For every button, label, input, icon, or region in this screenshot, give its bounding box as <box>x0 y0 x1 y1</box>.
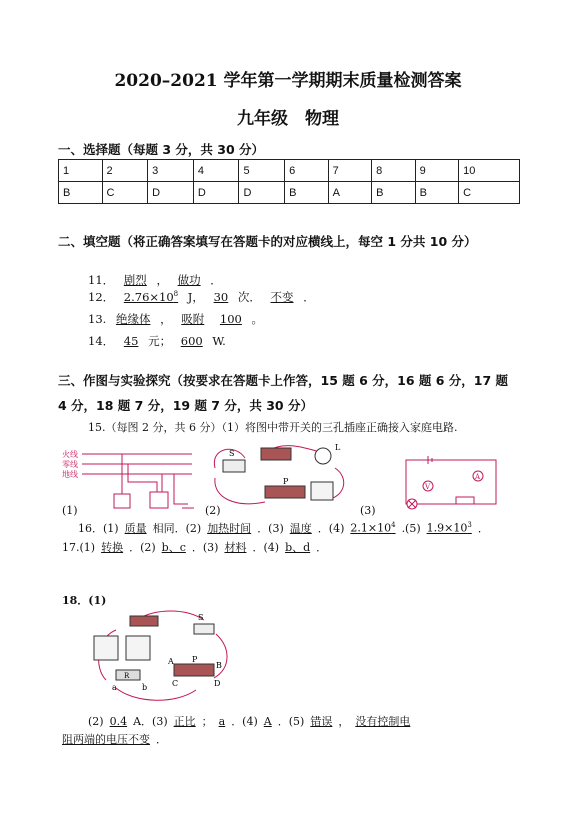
exponent: 4 <box>391 521 396 530</box>
answer-blank: 0.4 <box>109 715 128 728</box>
answer-blank: 没有控制电 <box>355 715 411 728</box>
fig-label-b-lower: b <box>142 683 148 692</box>
table-cell: B <box>59 182 103 204</box>
table-cell: 7 <box>328 160 372 182</box>
text: W. <box>212 334 226 348</box>
answer-blank: 加热时间 <box>207 522 252 535</box>
household-circuit-figure <box>62 446 202 514</box>
answer-blank: 温度 <box>289 522 312 535</box>
text: ． <box>316 541 328 554</box>
text: ．(3) <box>191 541 219 554</box>
table-cell: D <box>193 182 239 204</box>
table-cell: C <box>459 182 520 204</box>
answer-blank: 材料 <box>224 541 247 554</box>
answer-blank: 阻两端的电压不变 <box>62 733 150 746</box>
battery-icon <box>130 616 158 626</box>
answer-blank: 错误 <box>310 715 333 728</box>
slider-label: P <box>283 477 289 486</box>
table-cell: 10 <box>459 160 520 182</box>
answer-text: 1.9×10 <box>426 522 468 535</box>
answer-blank: 质量 <box>124 522 147 535</box>
table-cell: D <box>148 182 194 204</box>
answer-blank: 转换 <box>101 541 124 554</box>
answer-line-q18-cont <box>62 731 167 747</box>
text: A．(3) <box>133 715 168 728</box>
text: (1) <box>103 522 119 535</box>
fig-label-b: B <box>216 661 222 670</box>
answer-line-q11 <box>88 272 222 288</box>
table-cell: 8 <box>372 160 416 182</box>
section3-heading-line2: 4 分，18 题 7 分，19 题 7 分，共 30 分） <box>58 398 313 413</box>
switch-icon <box>223 460 245 472</box>
text: ．(4) <box>252 541 280 554</box>
live-wire-label: 火线 <box>62 450 78 459</box>
text: ．(3) <box>257 522 284 535</box>
answer-line-q14 <box>88 333 226 349</box>
answer-blank: 100 <box>219 312 242 326</box>
answer-table <box>58 159 520 204</box>
voltmeter-label: V <box>425 483 431 491</box>
answer-blank: 绝缘体 <box>115 312 151 326</box>
text: ． <box>210 273 222 287</box>
table-cell: 4 <box>193 160 239 182</box>
experiment-setup-figure <box>86 608 236 704</box>
text: ， <box>338 715 350 728</box>
answer-text: 2.76×10 <box>123 290 174 304</box>
q18-heading: 18．(1) <box>62 594 107 607</box>
text: 元； <box>148 334 172 348</box>
question-number: 12． <box>88 290 115 304</box>
fig-caption-2: (2) <box>205 504 221 517</box>
text: (2) <box>88 715 104 728</box>
fig-label-a-terminal: A <box>168 657 174 666</box>
text: .(5) <box>401 522 421 535</box>
answer-blank: 做功 <box>177 273 201 287</box>
table-cell: C <box>102 182 148 204</box>
exponent: 3 <box>467 521 472 530</box>
fig-label-s: S <box>198 613 204 622</box>
table-cell: 1 <box>59 160 103 182</box>
circuit-diagram-figure <box>398 452 508 514</box>
fig-label-c: C <box>172 679 179 688</box>
answer-blank: 45 <box>123 334 139 348</box>
text: ． <box>303 290 315 304</box>
answer-line-q12 <box>88 289 315 305</box>
text: 相同．(2) <box>152 522 202 535</box>
answer-line-q18 <box>88 713 416 729</box>
exponent: 8 <box>173 290 179 299</box>
question-number: 11． <box>88 273 115 287</box>
meter-icon <box>311 482 333 500</box>
question-number: 16． <box>78 522 103 535</box>
bulb-icon <box>315 448 331 464</box>
section2-heading: 二、填空题（将正确答案填写在答题卡的对应横线上，每空 1 分共 10 分） <box>58 234 477 249</box>
answer-blank: 不变 <box>270 290 294 304</box>
answer-line-q13 <box>88 311 263 327</box>
answer-blank <box>421 521 478 535</box>
text: ．(5) <box>277 715 305 728</box>
text: ．(2) <box>129 541 156 554</box>
voltmeter-icon <box>94 636 118 660</box>
table-cell: 2 <box>102 160 148 182</box>
answer-blank: b、d <box>285 541 311 554</box>
question-number: 17.(1) <box>62 541 96 554</box>
lamp-label: L <box>335 443 341 452</box>
text: ．(4) <box>231 715 258 728</box>
question-number: 13. <box>88 312 107 326</box>
answer-blank: a <box>218 715 226 728</box>
rheostat-icon <box>261 448 291 460</box>
text: 。 <box>251 312 264 326</box>
section3-heading-line1: 三、作图与实验探究（按要求在答题卡上作答，15 题 6 分，16 题 6 分，17 题 <box>58 373 509 388</box>
table-row-answers <box>59 182 520 204</box>
answer-blank: 30 <box>213 290 229 304</box>
text: ． <box>156 733 167 746</box>
text: 次． <box>237 290 261 304</box>
answer-blank: A <box>263 715 272 728</box>
table-cell: B <box>285 182 329 204</box>
table-cell: D <box>239 182 285 204</box>
answer-blank: 正比 <box>173 715 196 728</box>
text: J， <box>187 290 204 304</box>
switch-label: S <box>229 449 235 458</box>
fig-label-r: R <box>124 672 130 680</box>
text: ； <box>201 715 213 728</box>
answer-blank: 剧烈 <box>123 273 147 287</box>
fig-label-a: a <box>112 683 117 692</box>
question-number: 14． <box>88 334 115 348</box>
doc-subtitle: 九年级 物理 <box>237 109 339 129</box>
table-cell: B <box>372 182 416 204</box>
physical-circuit-figure <box>205 438 355 516</box>
text: ． <box>477 522 489 535</box>
table-cell: A <box>328 182 372 204</box>
answer-blank <box>344 521 401 535</box>
rheostat-icon <box>174 664 214 676</box>
fig-label-d: D <box>214 679 221 688</box>
ammeter-label: A <box>475 473 481 481</box>
text: ， <box>156 273 168 287</box>
answer-text: 2.1×10 <box>350 522 392 535</box>
fig-caption-1: (1) <box>62 504 78 517</box>
sliding-rheostat-icon <box>265 486 305 498</box>
answer-blank: 吸附 <box>181 312 205 326</box>
ground-wire-label: 地线 <box>62 470 78 479</box>
neutral-wire-label: 零线 <box>62 460 78 469</box>
ammeter-icon <box>126 636 150 660</box>
answer-line-q17 <box>62 539 327 555</box>
answer-blank <box>118 290 184 304</box>
answer-blank: 600 <box>180 334 203 348</box>
doc-title: 2020–2021 学年第一学期期末质量检测答案 <box>114 71 462 91</box>
switch-icon <box>194 624 214 634</box>
table-cell: B <box>415 182 459 204</box>
q15-text: 15.（每图 2 分，共 6 分）（1）将图中带开关的三孔插座正确接入家庭电路. <box>88 421 458 434</box>
answer-line-q16 <box>78 520 489 536</box>
fig-caption-3: (3) <box>360 504 376 517</box>
fig-label-p: P <box>192 655 198 664</box>
text: ， <box>160 312 172 326</box>
table-cell: 5 <box>239 160 285 182</box>
table-row-numbers <box>59 160 520 182</box>
answer-blank: b、c <box>161 541 186 554</box>
table-cell: 3 <box>148 160 194 182</box>
table-cell: 6 <box>285 160 329 182</box>
table-cell: 9 <box>415 160 459 182</box>
text: ．(4) <box>317 522 345 535</box>
section1-heading: 一、选择题（每题 3 分，共 30 分） <box>58 142 265 157</box>
